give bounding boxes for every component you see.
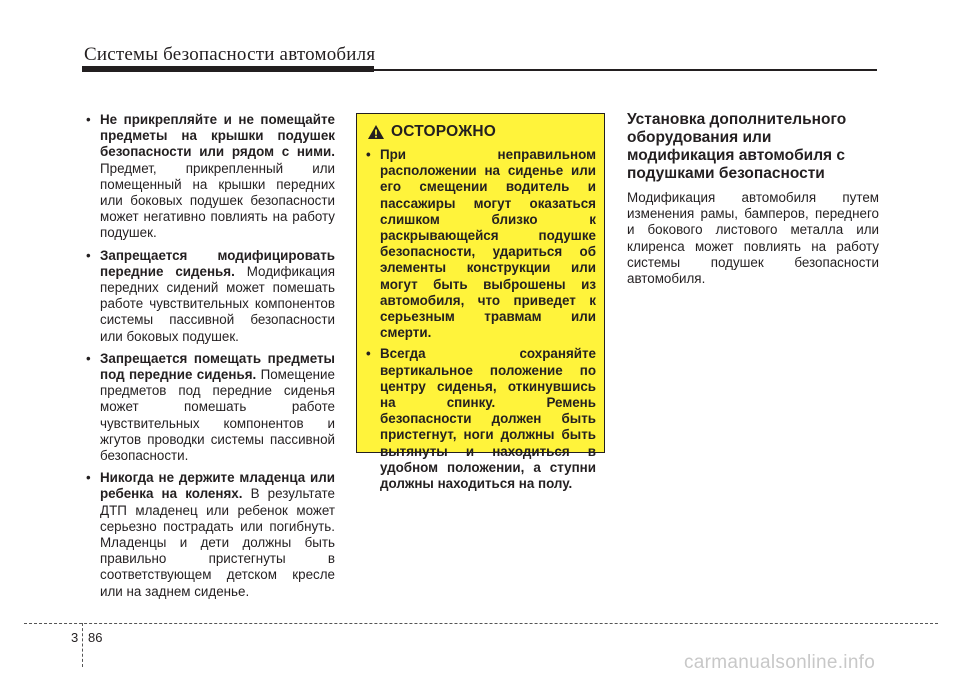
list-item — [366, 346, 596, 492]
watermark-text: carmanualsonline.info — [684, 652, 876, 673]
chapter-number: 3 — [71, 630, 79, 645]
warning-box — [356, 113, 605, 492]
bullet-icon: • — [366, 346, 371, 362]
warning-triangle-icon — [367, 124, 385, 140]
section-heading: Установка дополнительного оборудования или модификация автомобиля с подушками безопасности — [627, 111, 847, 182]
bullet-icon: • — [366, 147, 371, 162]
header-rule-accent — [82, 66, 374, 72]
right-column — [627, 111, 879, 287]
bullet-icon: • — [86, 247, 91, 263]
page-header-title: Системы безопасности автомобиля — [84, 44, 376, 65]
item-heading: Запрещается модифицировать передние сиденья. — [100, 247, 335, 279]
list-item — [366, 147, 596, 341]
item-heading: Запрещается помещать предметы под передние сиденья. — [100, 350, 335, 383]
warning-header — [367, 123, 596, 141]
item-heading: Никогда не держите младенца или ребенка на коленях. — [100, 470, 335, 502]
item-heading: Не прикрепляйте и не помещайте предметы на крышки подушек безопасности или рядом с ними. — [100, 112, 335, 160]
list-item — [86, 470, 335, 600]
section-body: Модификация автомобиля путем изменения рамы, бамперов, переднего и бокового листового металла или клиренса может повлиять на работу системы подушек безопасности автомобиля. — [627, 190, 879, 287]
list-item — [86, 248, 335, 345]
left-column — [86, 112, 335, 606]
warning-list — [366, 147, 596, 492]
precaution-list — [86, 112, 335, 600]
footer-divider — [82, 623, 83, 667]
page-number: 86 — [88, 630, 103, 645]
list-item — [86, 112, 335, 242]
item-text: Предмет, прикрепленный или помещенный на крышки передних или боковых подушек безопасности может негативно повлиять на работу подушек. — [100, 160, 335, 241]
warning-title: ОСТОРОЖНО — [391, 123, 497, 140]
bullet-icon: • — [86, 470, 91, 486]
item-text: Модификация передних сидений может помешать работе чувствительных компонентов системы пассивной безопасности или боковых подушек. — [100, 263, 335, 344]
list-item — [86, 351, 335, 464]
bullet-icon: • — [86, 350, 91, 366]
bullet-icon: • — [86, 112, 91, 127]
warning-text: Всегда сохраняйте вертикальное положение по центру сиденья, откинувшись на спинку. Ремень безопасности должен быть пристегнут, ноги должны быть вытянуты и находиться в удобном положении, а ступни должны находиться на полу. — [380, 346, 596, 492]
item-text: В результате ДТП младенец или ребенок может серьезно пострадать или погибнуть. Младенцы и дети должны быть правильно пристегнуты в соответствующем детском кресле или на заднем сиденье. — [100, 486, 335, 599]
footer-rule — [24, 623, 938, 624]
warning-text: При неправильном расположении на сиденье или его смещении водитель и пассажиры могут оказаться слишком близко к раскрывающейся подушке безопасности, удариться об элементы конструкции или могут быть выброшены из автомобиля, что приведет к серьезным травмам или смерти. — [380, 147, 596, 341]
item-text: Помещение предметов под передние сиденья может помешать работе чувствительных компонентов и жгутов проводки системы пассивной безопасности. — [100, 367, 335, 464]
